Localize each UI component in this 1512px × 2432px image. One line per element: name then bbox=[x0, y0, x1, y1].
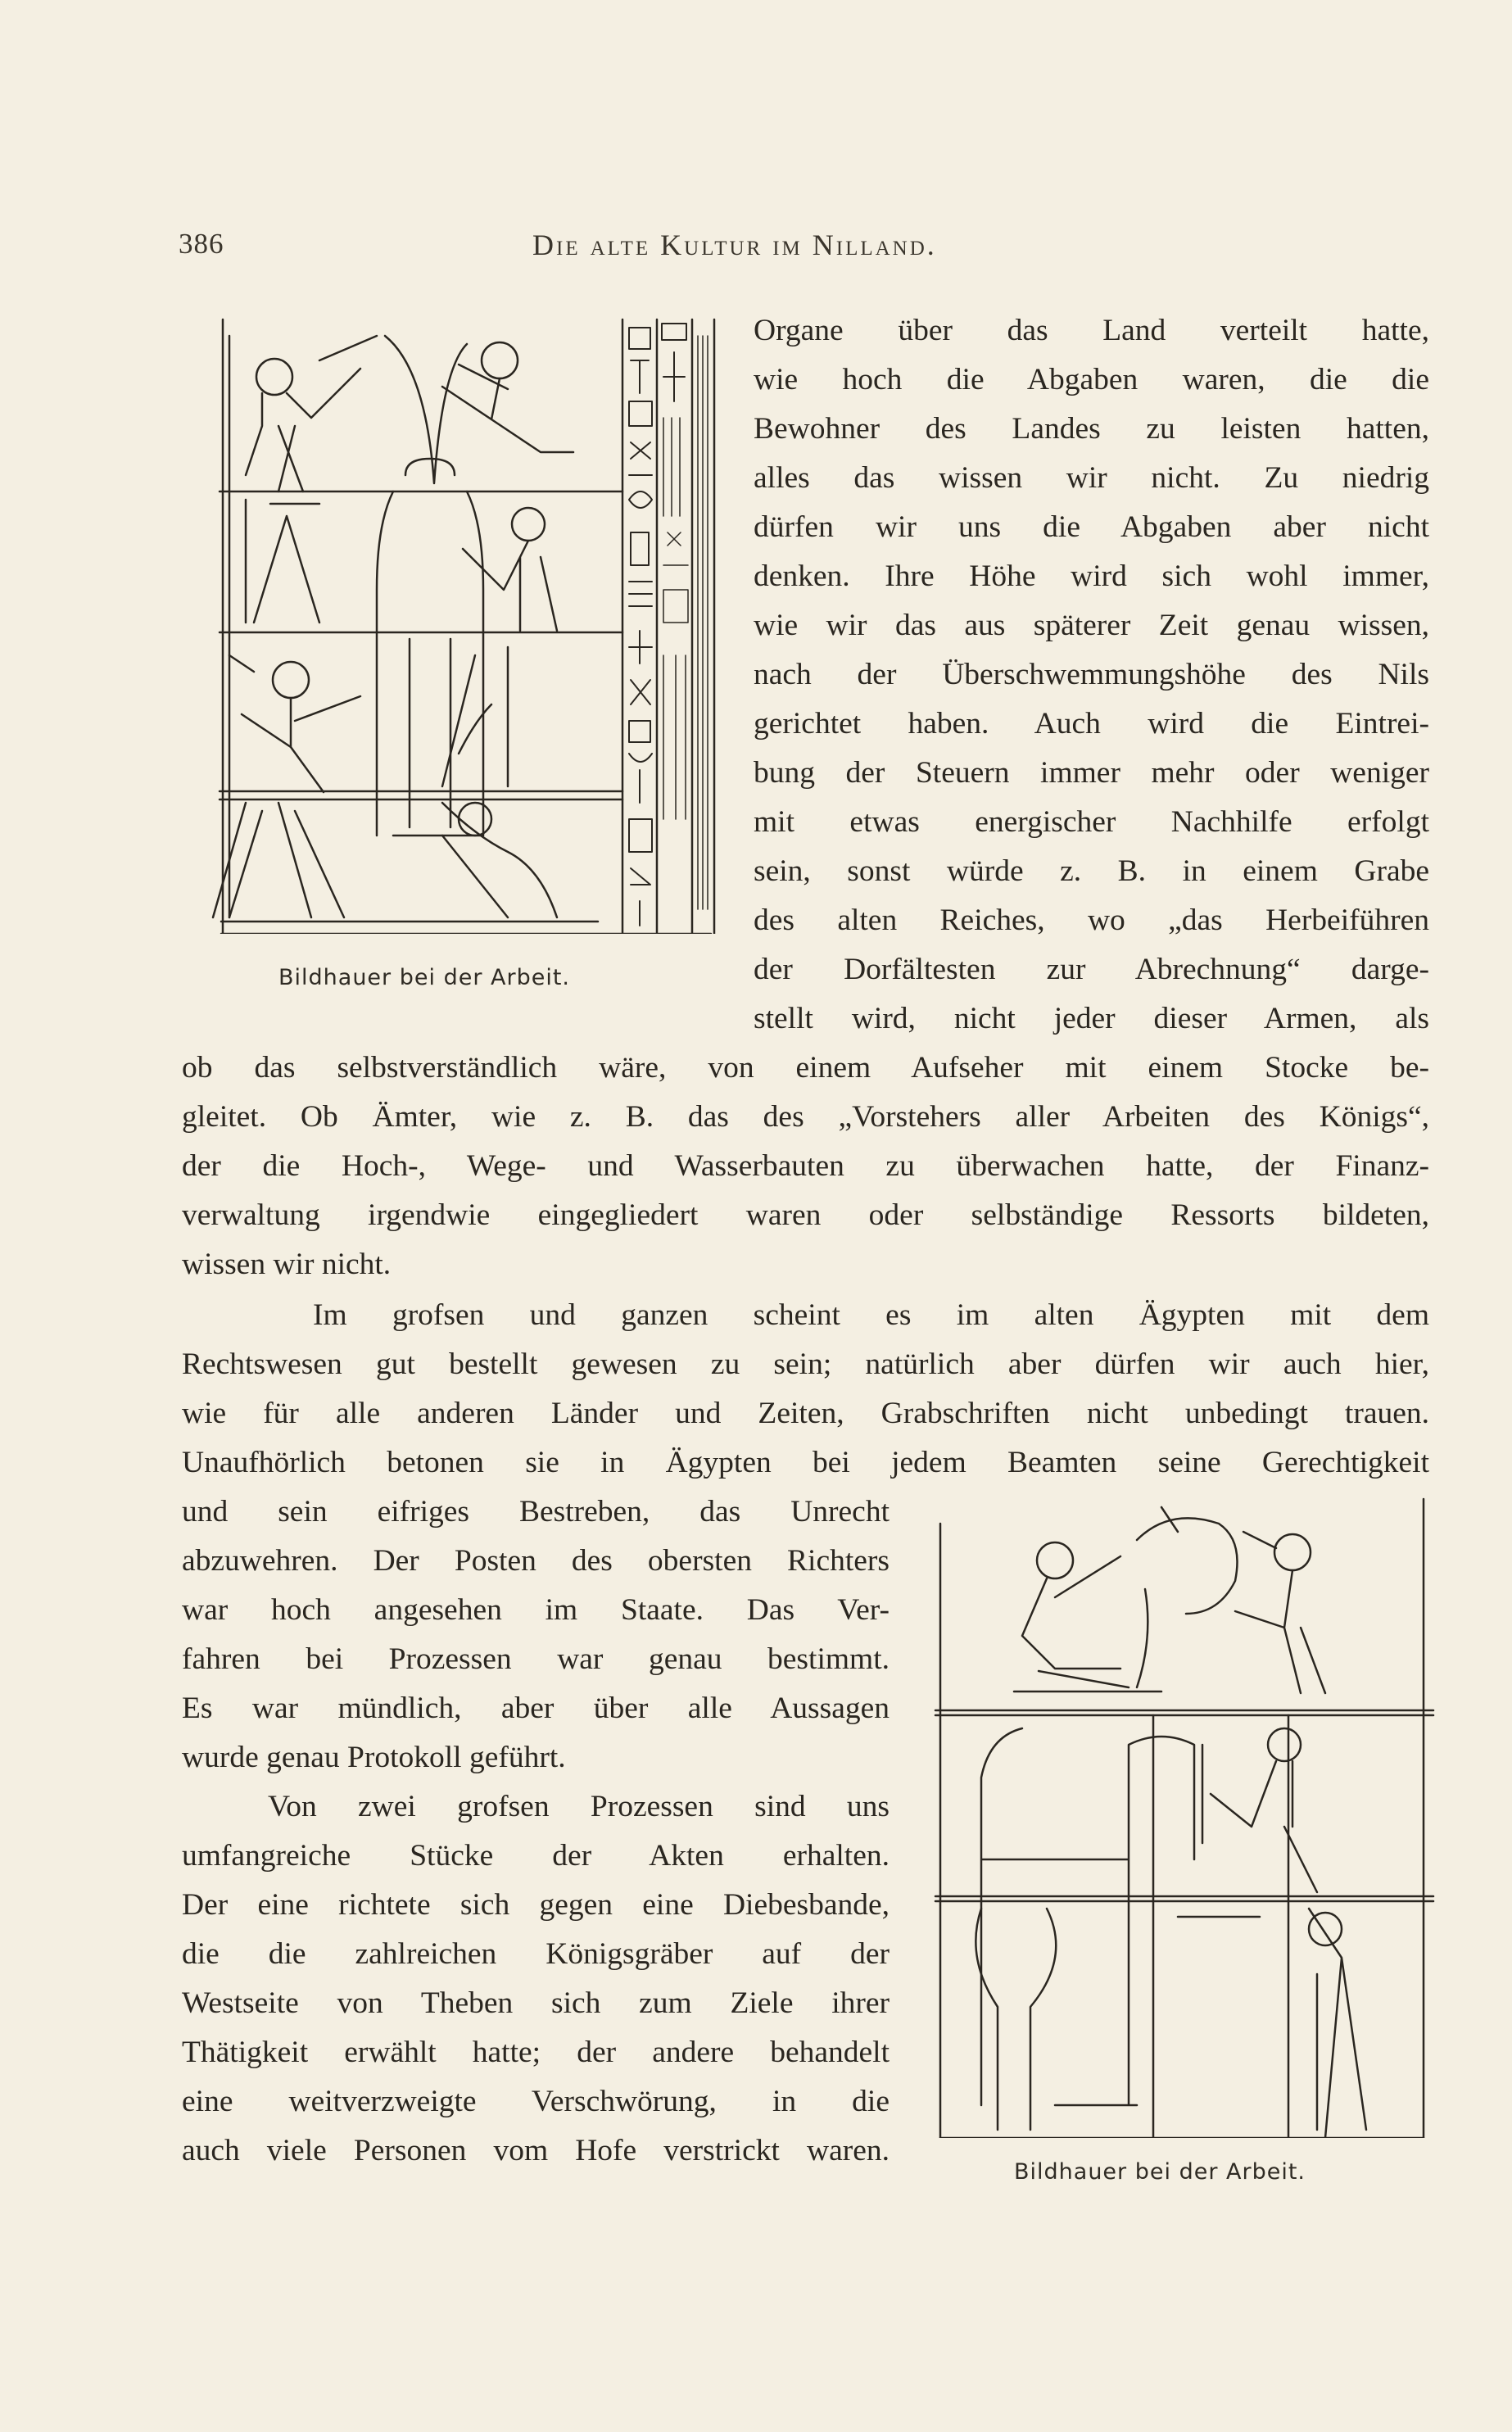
text-line: gerichtet haben. Auch wird die Eintrei- bbox=[754, 707, 1429, 740]
text-line: eine weitverzweigte Verschwörung, in die bbox=[182, 2085, 890, 2118]
figure-caption-1: Bildhauer bei der Arbeit. bbox=[278, 965, 570, 990]
text-line: wurde genau Protokoll geführt. bbox=[182, 1741, 566, 1774]
text-line: mit etwas energischer Nachhilfe erfolgt bbox=[754, 805, 1429, 839]
text-line: gleitet. Ob Ämter, wie z. B. das des „Vorstehers aller Arbeiten des Königs“, bbox=[182, 1100, 1429, 1134]
text-line: wie wir das aus späterer Zeit genau wissen, bbox=[754, 609, 1429, 642]
page-number: 386 bbox=[179, 228, 224, 260]
text-line: wie hoch die Abgaben waren, die die bbox=[754, 363, 1429, 396]
text-line: der Dorfältesten zur Abrechnung“ darge- bbox=[754, 953, 1429, 986]
figure-sculptors-2 bbox=[932, 1483, 1440, 2185]
text-line: Organe über das Land verteilt hatte, bbox=[754, 314, 1429, 347]
text-line: Im grofsen und ganzen scheint es im alten Ägypten mit dem bbox=[313, 1298, 1429, 1332]
relief-illustration-1 bbox=[197, 311, 721, 934]
text-line: stellt wird, nicht jeder dieser Armen, als bbox=[754, 1002, 1429, 1035]
text-line: Der eine richtete sich gegen eine Diebesbande, bbox=[182, 1888, 890, 1922]
text-line: Westseite von Theben sich zum Ziele ihrer bbox=[182, 1986, 890, 2020]
text-line: Es war mündlich, aber über alle Aussagen bbox=[182, 1692, 890, 1725]
text-line: dürfen wir uns die Abgaben aber nicht bbox=[754, 510, 1429, 544]
text-line: verwaltung irgendwie eingegliedert waren oder selbständige Ressorts bildeten, bbox=[182, 1198, 1429, 1232]
text-line: sein, sonst würde z. B. in einem Grabe bbox=[754, 854, 1429, 888]
figure-sculptors-1 bbox=[197, 311, 721, 990]
text-line: die die zahlreichen Königsgräber auf der bbox=[182, 1937, 890, 1971]
text-line: fahren bei Prozessen war genau bestimmt. bbox=[182, 1642, 890, 1676]
text-line: wie für alle anderen Länder und Zeiten, Grabschriften nicht unbedingt trauen. bbox=[182, 1397, 1429, 1430]
text-line: denken. Ihre Höhe wird sich wohl immer, bbox=[754, 559, 1429, 593]
text-line: Bewohner des Landes zu leisten hatten, bbox=[754, 412, 1429, 446]
text-line: ob das selbstverständlich wäre, von einem Aufseher mit einem Stocke be- bbox=[182, 1051, 1429, 1085]
text-line: Von zwei grofsen Prozessen sind uns bbox=[268, 1790, 890, 1823]
text-line: Unaufhörlich betonen sie in Ägypten bei jedem Beamten seine Gerechtigkeit bbox=[182, 1446, 1429, 1479]
text-line: der die Hoch-, Wege- und Wasserbauten zu überwachen hatte, der Finanz- bbox=[182, 1149, 1429, 1183]
text-line: abzuwehren. Der Posten des obersten Richters bbox=[182, 1544, 890, 1578]
text-line: auch viele Personen vom Hofe verstrickt waren. bbox=[182, 2134, 890, 2167]
text-line: nach der Überschwemmungshöhe des Nils bbox=[754, 658, 1429, 691]
text-line: Thätigkeit erwählt hatte; der andere behandelt bbox=[182, 2036, 890, 2069]
figure-caption-2: Bildhauer bei der Arbeit. bbox=[1014, 2159, 1306, 2185]
text-line: und sein eifriges Bestreben, das Unrecht bbox=[182, 1495, 890, 1528]
relief-illustration-2 bbox=[932, 1483, 1440, 2138]
text-line: wissen wir nicht. bbox=[182, 1248, 392, 1281]
text-line: war hoch angesehen im Staate. Das Ver- bbox=[182, 1593, 890, 1627]
text-line: des alten Reiches, wo „das Herbeiführen bbox=[754, 904, 1429, 937]
text-line: alles das wissen wir nicht. Zu niedrig bbox=[754, 461, 1429, 495]
running-title: Die alte Kultur im Nilland. bbox=[532, 229, 937, 261]
text-line: bung der Steuern immer mehr oder weniger bbox=[754, 756, 1429, 790]
text-line: Rechtswesen gut bestellt gewesen zu sein; natürlich aber dürfen wir auch hier, bbox=[182, 1347, 1429, 1381]
text-line: umfangreiche Stücke der Akten erhalten. bbox=[182, 1839, 890, 1873]
